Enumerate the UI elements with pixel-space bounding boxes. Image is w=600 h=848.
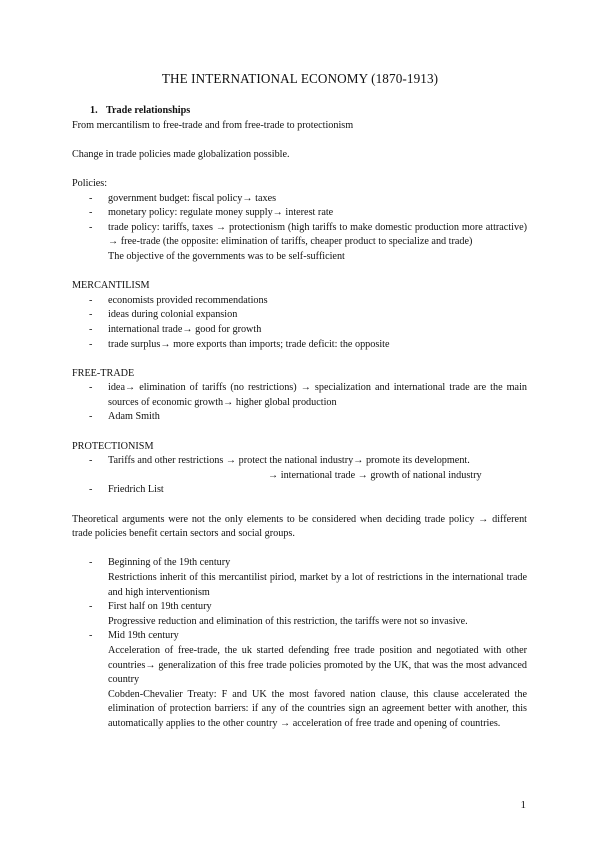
period-text-2: Cobden-Chevalier Treaty: F and UK the most favored nation clause, this clause accelerated the elimination of protection barriers: if any of the countries sign an agreement better with another, this automatically applies to the other country → acceleration of free trade and opening of countries.	[108, 688, 527, 729]
period-text: Restrictions inherit of this mercantilist piriod, market by a lot of restrictions in the international trade and high interventionism	[108, 572, 527, 598]
mercantilism-list	[72, 294, 527, 352]
list-item: - ideas during colonial expansion	[72, 308, 527, 323]
list-item: - Friedrich List	[72, 483, 527, 498]
free-trade-text: → free-trade (the opposite: elimination of tariffs, cheaper product to specialize and trade)	[108, 236, 473, 248]
list-item: - trade surplus→ more exports than imports; trade deficit: the opposite	[72, 338, 527, 353]
list-item: - idea→ elimination of tariffs (no restrictions) → specialization and international trade are the main sources of economic growth→ higher global production	[72, 381, 527, 410]
policies-list	[72, 192, 527, 250]
period-label: - First half on 19th century	[108, 601, 212, 613]
protectionism-line-1: - Tariffs and other restrictions → protect the national industry→ promote its development.	[108, 455, 470, 467]
period-text: Progressive reduction and elimination of this restriction, the tariffs were not so invasive.	[108, 615, 468, 627]
section-heading	[72, 104, 527, 119]
period-text: Acceleration of free-trade, the uk started defending free trade position and negotiated with other countries→ generalization of this free trade policies promoted by the UK, that was the most advanced country	[108, 644, 527, 686]
change-paragraph: Change in trade policies made globalization possible.	[72, 148, 290, 160]
list-item	[72, 556, 527, 600]
periods-list	[72, 556, 527, 731]
section-number: 1.	[90, 105, 98, 116]
list-item	[72, 454, 527, 483]
list-item: - international trade→ good for growth	[72, 323, 527, 338]
protectionism-heading: PROTECTIONISM	[72, 440, 154, 452]
mercantilism-heading: MERCANTILISM	[72, 280, 150, 292]
protectionism-line-2: → international trade → growth of national industry	[268, 469, 482, 481]
trade-policy-text: trade policy: tariffs, taxes → protectionism (high tariffs to make domestic production more attractive)	[108, 221, 527, 233]
page-title: THE INTERNATIONAL ECONOMY (1870-1913)	[161, 71, 439, 86]
section-intro: From mercantilism to free-trade and from free-trade to protectionism	[72, 119, 354, 131]
section-title: Trade relationships	[106, 105, 191, 116]
theoretical-paragraph: Theoretical arguments were not the only elements to be considered when deciding trade policy → different trade policies benefit certain sectors and social groups.	[72, 513, 527, 540]
policies-label: Policies:	[72, 177, 108, 189]
document-body	[72, 104, 527, 732]
period-label: - Mid 19th century	[108, 630, 179, 642]
list-item: - monetary policy: regulate money supply→ interest rate	[72, 206, 527, 221]
protectionism-list	[72, 454, 527, 498]
list-item	[72, 629, 527, 731]
free-trade-heading: FREE-TRADE	[72, 367, 135, 379]
list-item	[72, 221, 527, 250]
free-trade-list	[72, 381, 527, 425]
period-label: - Beginning of the 19th century	[108, 557, 231, 569]
list-item: - economists provided recommendations	[72, 294, 527, 309]
list-item: - Adam Smith	[72, 410, 527, 425]
page-number: 1	[520, 799, 526, 811]
list-item	[72, 600, 527, 629]
list-item: - government budget: fiscal policy→ taxes	[72, 192, 527, 207]
objective-line: The objective of the governments was to be self-sufficient	[108, 250, 345, 262]
